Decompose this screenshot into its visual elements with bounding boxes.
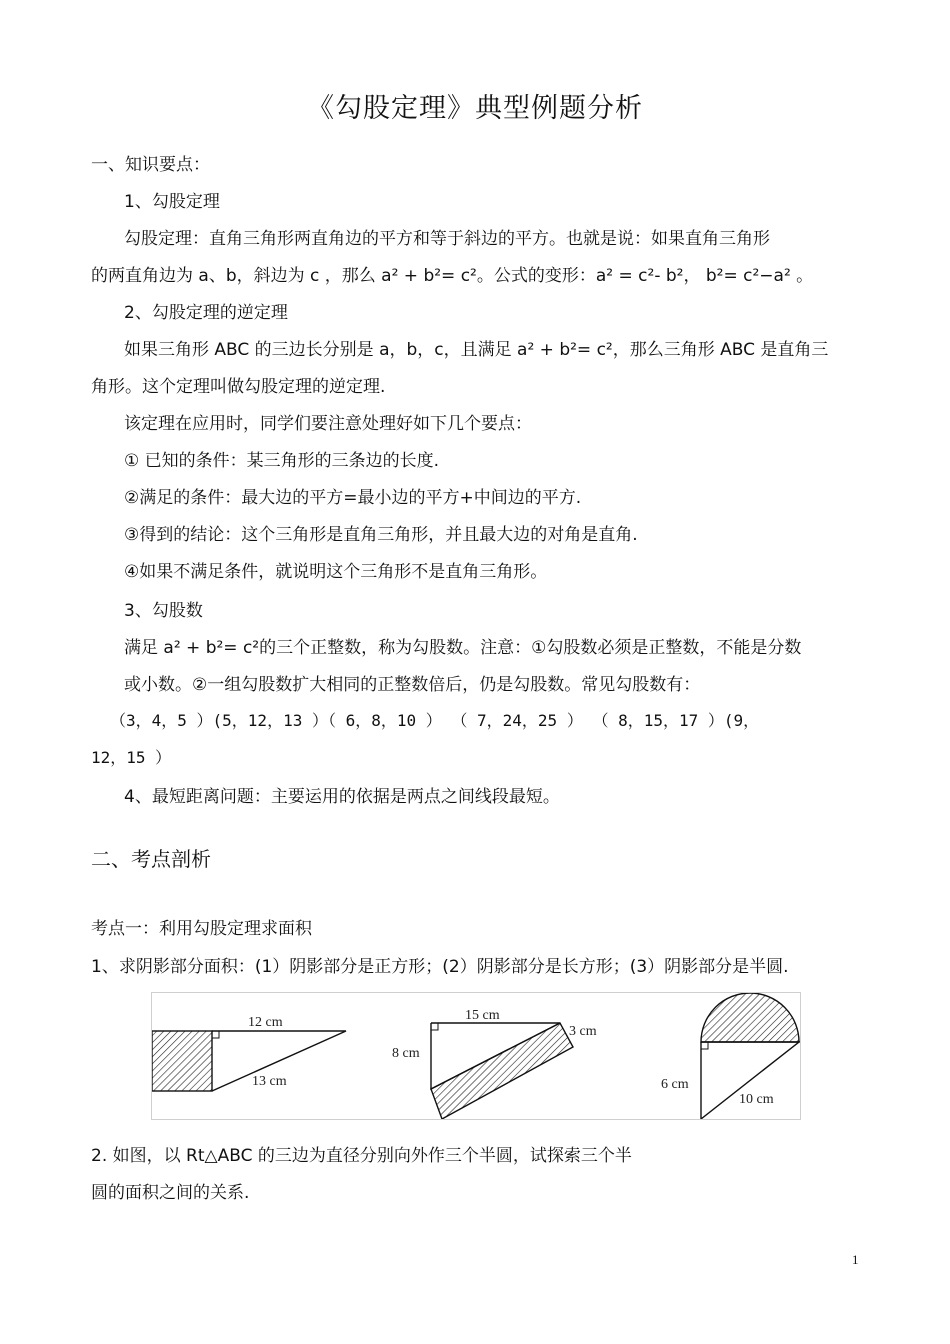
fig3-label-10cm: 10 cm xyxy=(739,1092,774,1107)
pythagorean-triples-line2: 12，15 ） xyxy=(91,748,172,767)
point-4: ④如果不满足条件，就说明这个三角形不是直角三角形。 xyxy=(124,562,548,582)
fig2-label-8cm: 8 cm xyxy=(392,1046,420,1061)
fig3-label-6cm: 6 cm xyxy=(661,1077,689,1092)
item3-paragraph-line2: 或小数。②一组勾股数扩大相同的正整数倍后，仍是勾股数。常见勾股数有： xyxy=(124,675,701,695)
converse-formula: a² + b²= c² xyxy=(517,340,613,360)
figures-svg xyxy=(152,993,800,1119)
item3-paragraph-line1 xyxy=(124,633,801,658)
shaded-area-figures xyxy=(151,992,801,1120)
figure-1-square xyxy=(152,1015,346,1091)
figure-2-rectangle xyxy=(392,1008,597,1119)
item3-text-prefix: 满足 xyxy=(124,638,164,658)
item3-text-suffix: 的三个正整数，称为勾股数。注意：①勾股数必须是正整数，不能是分数 xyxy=(259,638,802,658)
point-1: ① 已知的条件：某三角形的三条边的长度. xyxy=(124,451,440,471)
point-2: ②满足的条件：最大边的平方=最小边的平方+中间边的平方. xyxy=(124,488,582,508)
formula-separator: ， xyxy=(683,266,706,286)
figure-3-semicircle xyxy=(661,993,799,1119)
item1-title: 1、勾股定理 xyxy=(124,192,220,212)
item3-title: 3、勾股数 xyxy=(124,601,203,621)
item4-shortest-distance: 4、最短距离问题：主要运用的依据是两点之间线段最短。 xyxy=(124,787,560,807)
page-number: 1 xyxy=(852,1252,859,1267)
triple-formula: a² + b²= c² xyxy=(163,638,260,658)
fig2-label-15cm: 15 cm xyxy=(465,1008,500,1023)
pythagorean-formula: a² + b²= c² xyxy=(381,266,477,286)
pythagorean-triples-line1: （3，4，5 ）(5，12，13 ）（ 6，8，10 ） （ 7，24，25 ） （ 8，15，17 ）(9， xyxy=(110,711,760,730)
item2-text-prefix: 如果三角形 ABC 的三边长分别是 a，b，c，且满足 xyxy=(124,340,518,360)
fig2-label-3cm: 3 cm xyxy=(569,1024,597,1039)
question-1: 1、求阴影部分面积：(1）阴影部分是正方形；(2）阴影部分是长方形；(3）阴影部分是半圆. xyxy=(91,957,789,977)
item2-paragraph-line1 xyxy=(124,335,828,360)
fig1-label-12cm: 12 cm xyxy=(248,1015,283,1030)
item2-text-suffix: ，那么三角形 ABC 是直角三 xyxy=(612,340,829,360)
item1-text-end: 。 xyxy=(790,266,814,286)
item2-title: 2、勾股定理的逆定理 xyxy=(124,303,288,323)
page-title: 《勾股定理》典型例题分析 xyxy=(307,93,643,124)
item1-text-mid: 。公式的变形： xyxy=(476,266,596,286)
item2-note: 该定理在应用时，同学们要注意处理好如下几个要点： xyxy=(124,414,532,434)
item1-paragraph-line1: 勾股定理：直角三角形两直角边的平方和等于斜边的平方。也就是说：如果直角三角形 xyxy=(124,229,770,249)
fig1-label-13cm: 13 cm xyxy=(252,1074,287,1089)
kaodian1-heading: 考点一：利用勾股定理求面积 xyxy=(91,919,312,939)
item1-text-prefix: 的两直角边为 a、b，斜边为 c ，那么 xyxy=(91,266,382,286)
formula-variant-a: a² = c²- b² xyxy=(595,266,684,286)
question-2-line1: 2. 如图，以 Rt△ABC 的三边为直径分别向外作三个半圆，试探索三个半 xyxy=(91,1146,632,1166)
item2-paragraph-line2: 角形。这个定理叫做勾股定理的逆定理. xyxy=(91,377,386,397)
section1-heading: 一、知识要点： xyxy=(91,155,210,175)
item1-paragraph-line2 xyxy=(91,261,813,286)
question-2-line2: 圆的面积之间的关系. xyxy=(91,1183,250,1203)
formula-variant-b: b²= c²−a² xyxy=(705,266,791,286)
section2-heading: 二、考点剖析 xyxy=(91,847,211,871)
point-3: ③得到的结论：这个三角形是直角三角形，并且最大边的对角是直角. xyxy=(124,525,638,545)
